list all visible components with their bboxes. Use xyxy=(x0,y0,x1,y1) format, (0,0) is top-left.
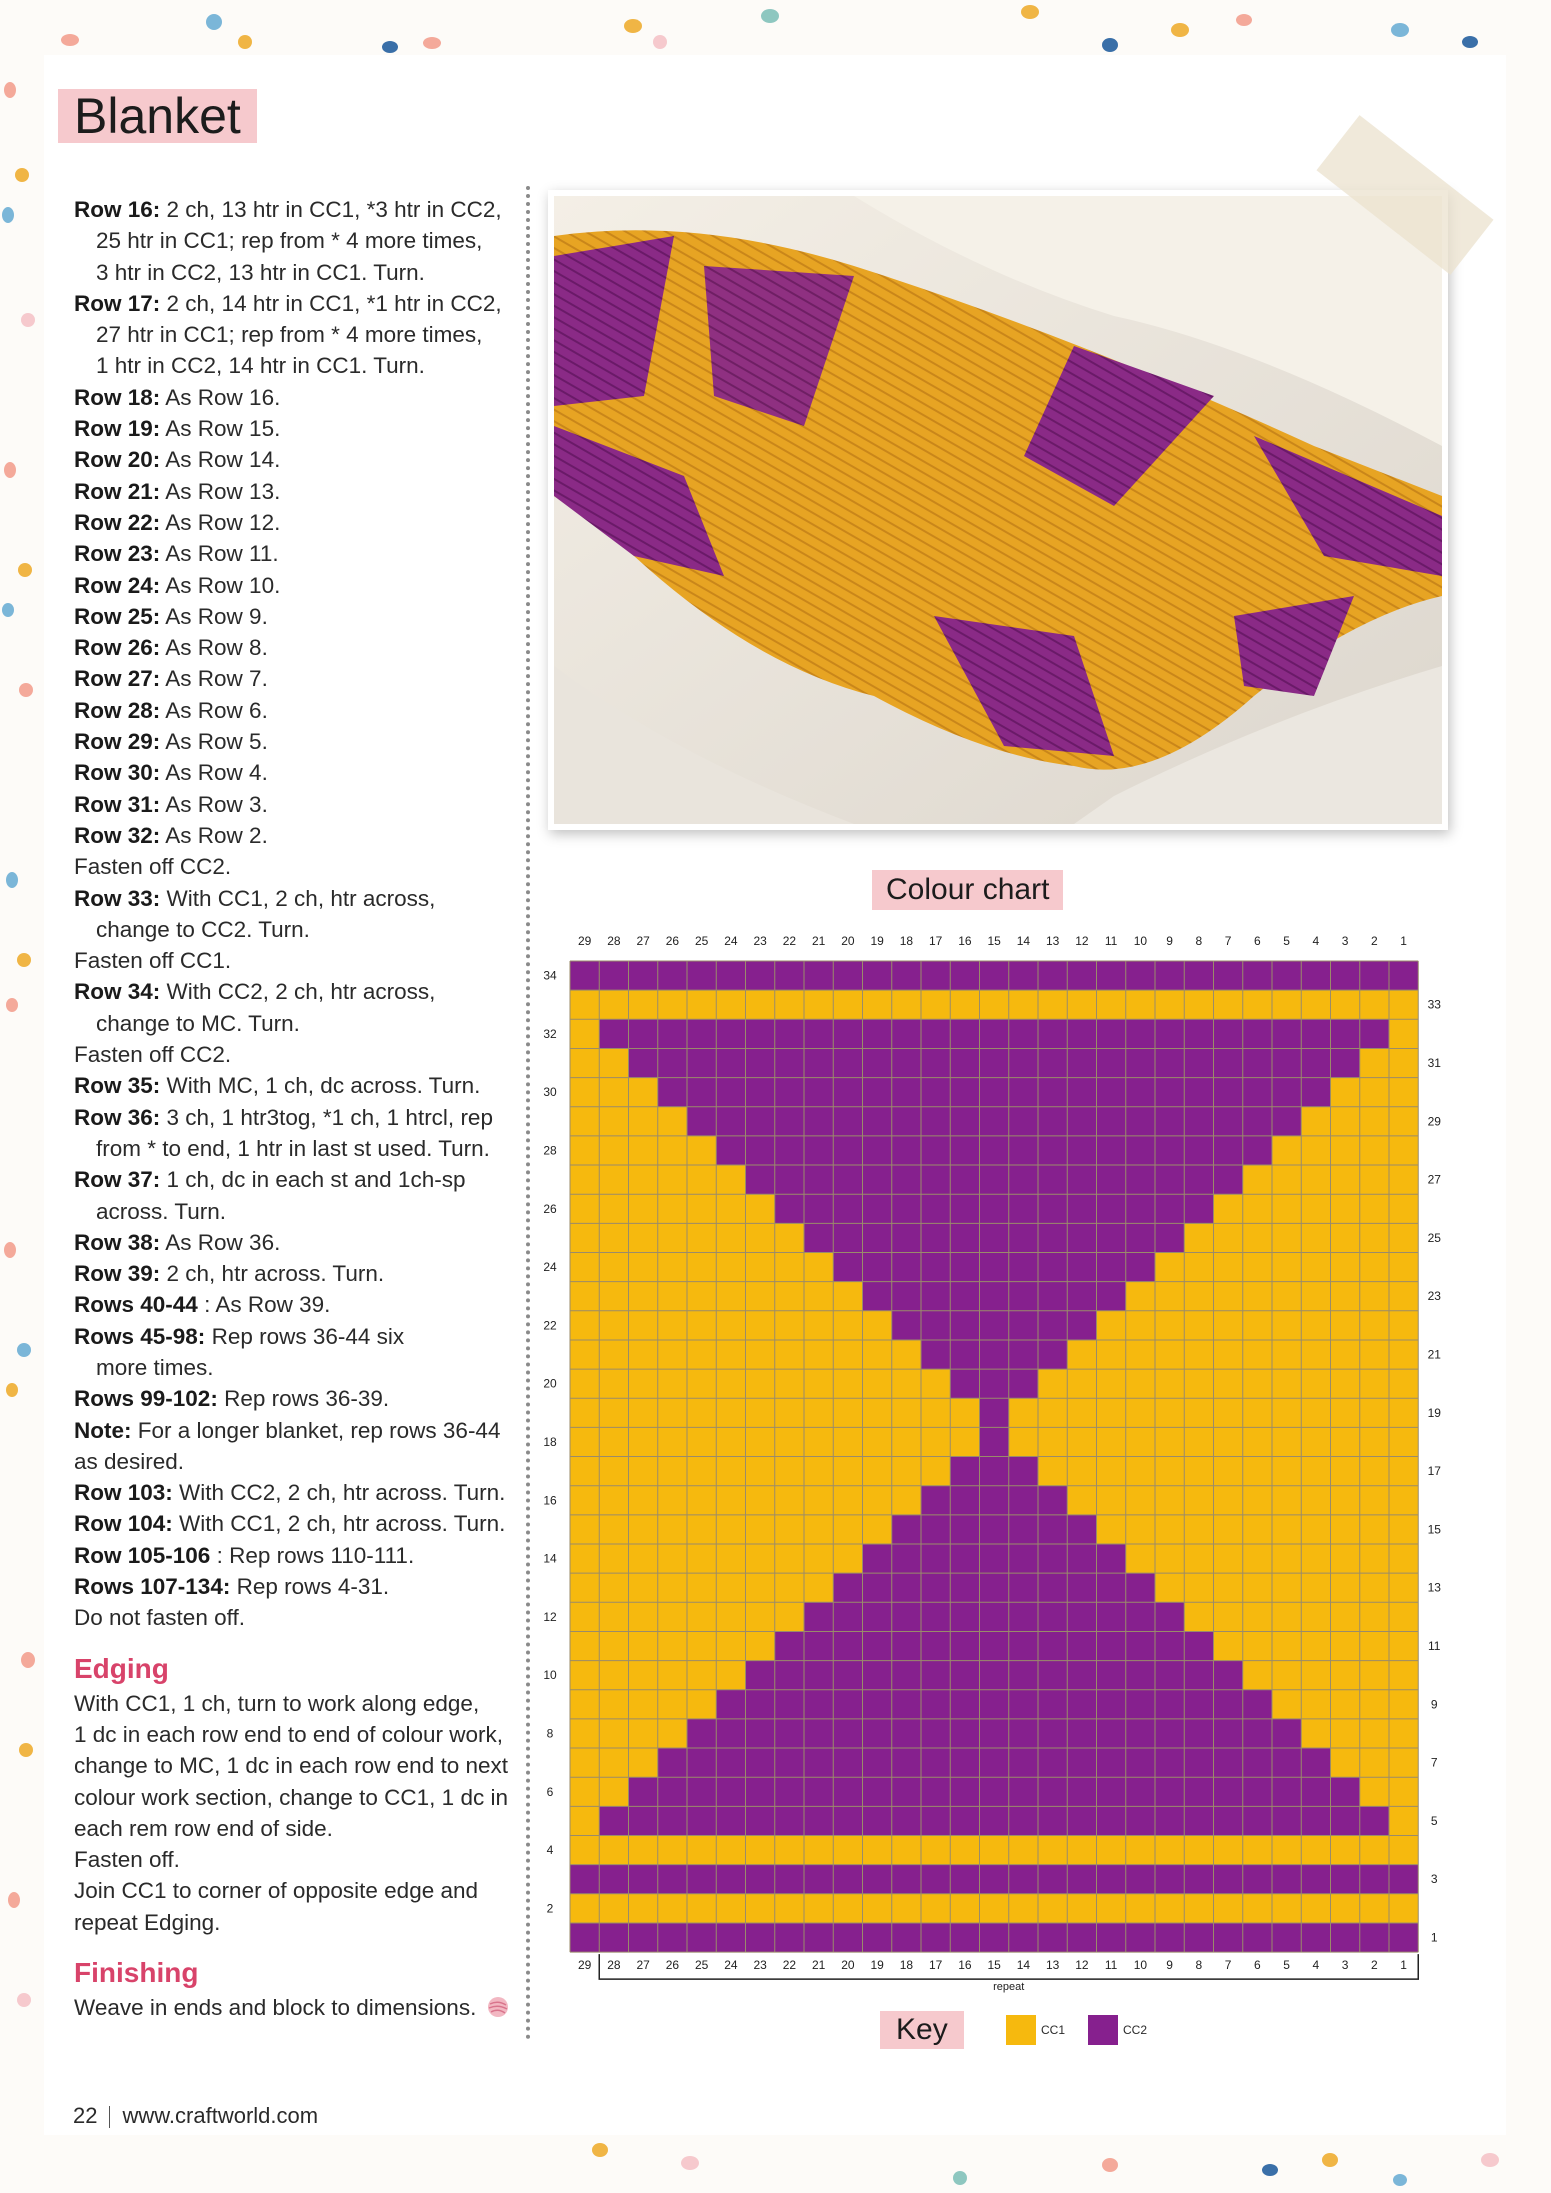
row-text: As Row 10. xyxy=(165,572,281,598)
column-number-bottom: 4 xyxy=(1312,1958,1320,1973)
column-number-top: 22 xyxy=(782,934,797,948)
row-label: Rows 45-98: xyxy=(74,1323,206,1349)
instruction-line xyxy=(74,851,514,882)
row-number-left: 24 xyxy=(543,1260,557,1275)
row-label: Row 20: xyxy=(74,447,161,473)
column-number-top: 20 xyxy=(841,934,855,948)
finishing-text xyxy=(74,1992,514,2023)
column-number-top: 5 xyxy=(1283,934,1290,948)
row-text: 2 ch, htr across. Turn. xyxy=(166,1261,385,1287)
row-text: : As Row 39. xyxy=(204,1292,331,1318)
edging-line: change to MC, 1 dc in each row end to next xyxy=(74,1753,509,1779)
row-label: Row 35: xyxy=(74,1073,161,1099)
row-text: As Row 5. xyxy=(165,729,268,755)
blanket-photo-image xyxy=(554,196,1442,824)
instruction-line xyxy=(74,1164,514,1195)
instruction-line xyxy=(74,1227,514,1258)
column-number-bottom: 6 xyxy=(1254,1958,1261,1973)
row-text: With CC2, 2 ch, htr across, xyxy=(166,979,436,1005)
edging-text xyxy=(74,1688,514,1938)
column-number-top: 1 xyxy=(1400,934,1407,948)
row-label: Row 28: xyxy=(74,697,161,723)
column-number-top: 11 xyxy=(1104,934,1118,948)
row-number-right: 21 xyxy=(1427,1347,1441,1362)
cc1-swatch xyxy=(1006,2015,1036,2045)
page-number: 22 xyxy=(73,2103,98,2128)
column-number-top: 7 xyxy=(1224,934,1232,948)
row-number-left: 18 xyxy=(543,1434,557,1449)
row-text: Fasten off CC2. xyxy=(74,854,232,880)
instruction-line xyxy=(74,225,514,256)
row-number-right: 25 xyxy=(1427,1230,1441,1245)
column-number-bottom: 25 xyxy=(694,1958,709,1973)
column-number-top: 14 xyxy=(1016,934,1031,948)
instruction-line xyxy=(74,945,514,976)
column-divider xyxy=(526,186,530,2041)
row-text: 1 ch, dc in each st and 1ch-sp xyxy=(166,1167,466,1193)
column-number-bottom: 1 xyxy=(1400,1958,1407,1973)
row-text: As Row 15. xyxy=(165,416,281,442)
column-number-top: 9 xyxy=(1166,934,1173,948)
row-label: Rows 40-44 xyxy=(74,1292,198,1318)
page-title: Blanket xyxy=(74,88,241,144)
column-number-bottom: 24 xyxy=(724,1958,738,1973)
row-text: As Row 13. xyxy=(165,478,281,504)
column-number-top: 24 xyxy=(724,934,738,948)
confetti-top xyxy=(61,5,1478,53)
row-label: Row 34: xyxy=(74,979,161,1005)
row-text: 2 ch, 14 htr in CC1, *1 htr in CC2, xyxy=(166,290,502,316)
instruction-line xyxy=(74,663,514,694)
row-text: Rep rows 36-44 six xyxy=(211,1323,405,1349)
instruction-line xyxy=(74,632,514,663)
row-label: Row 17: xyxy=(74,290,161,316)
instruction-line xyxy=(74,1039,514,1070)
instruction-line xyxy=(74,319,514,350)
row-text: As Row 8. xyxy=(165,635,268,661)
instruction-line xyxy=(74,757,514,788)
row-label: Row 16: xyxy=(74,197,161,222)
row-text: As Row 4. xyxy=(165,760,268,786)
instruction-line xyxy=(74,914,514,945)
row-text: As Row 2. xyxy=(165,822,268,848)
row-number-right: 3 xyxy=(1430,1872,1438,1887)
column-number-bottom: 28 xyxy=(607,1958,621,1973)
row-number-right: 23 xyxy=(1427,1289,1441,1304)
row-text: 2 ch, 13 htr in CC1, *3 htr in CC2, xyxy=(166,197,502,222)
row-label: Row 32: xyxy=(74,822,161,848)
row-text: across. Turn. xyxy=(96,1198,227,1224)
row-label: Row 19: xyxy=(74,416,161,442)
row-text: As Row 9. xyxy=(165,603,268,629)
page-title-box xyxy=(58,89,257,143)
column-number-bottom: 18 xyxy=(899,1958,914,1973)
column-number-top: 12 xyxy=(1075,934,1089,948)
row-label: Row 29: xyxy=(74,729,161,755)
column-number-bottom: 16 xyxy=(958,1958,972,1973)
instruction-line xyxy=(74,1508,514,1539)
row-number-right: 7 xyxy=(1430,1755,1438,1770)
row-text: With CC2, 2 ch, htr across. Turn. xyxy=(179,1480,506,1506)
row-number-left: 8 xyxy=(546,1726,554,1741)
row-text: As Row 16. xyxy=(165,384,281,410)
instruction-line xyxy=(74,1102,514,1133)
row-label: Row 27: xyxy=(74,666,161,692)
row-text: 27 htr in CC1; rep from * 4 more times, xyxy=(96,322,483,348)
instruction-line xyxy=(74,1352,514,1383)
instruction-line xyxy=(74,1602,514,1633)
row-text: : Rep rows 110-111. xyxy=(216,1542,415,1568)
column-number-top: 13 xyxy=(1045,934,1060,948)
instruction-line xyxy=(74,1070,514,1101)
instruction-line xyxy=(74,820,514,851)
row-number-left: 34 xyxy=(543,968,557,983)
column-number-bottom: 21 xyxy=(811,1958,826,1973)
page-footer xyxy=(73,2103,318,2129)
instruction-line xyxy=(74,1383,514,1414)
instruction-line xyxy=(74,538,514,569)
row-text: change to CC2. Turn. xyxy=(96,916,310,942)
column-number-top: 8 xyxy=(1195,934,1203,948)
row-label: Row 21: xyxy=(74,478,161,504)
row-number-left: 16 xyxy=(543,1493,557,1508)
column-number-top: 3 xyxy=(1341,934,1349,948)
edging-line: Fasten off. xyxy=(74,1847,180,1873)
instruction-line xyxy=(74,883,514,914)
row-number-left: 12 xyxy=(543,1609,557,1624)
row-label: Row 38: xyxy=(74,1229,161,1255)
edging-line: Join CC1 to corner of opposite edge and xyxy=(74,1878,479,1904)
confetti-bottom xyxy=(592,2143,1499,2186)
row-text: With CC1, 2 ch, htr across. Turn. xyxy=(179,1511,506,1537)
edging-line: With CC1, 1 ch, turn to work along edge, xyxy=(74,1690,480,1716)
row-number-left: 6 xyxy=(546,1784,554,1799)
instruction-line xyxy=(74,976,514,1007)
column-number-bottom: 5 xyxy=(1283,1958,1290,1973)
column-number-bottom: 12 xyxy=(1075,1958,1089,1973)
row-text: As Row 7. xyxy=(165,666,268,692)
row-text: as desired. xyxy=(74,1448,185,1474)
column-number-top: 26 xyxy=(665,934,680,948)
row-number-right: 31 xyxy=(1427,1056,1441,1071)
column-number-bottom: 27 xyxy=(636,1958,650,1973)
repeat-label: repeat xyxy=(993,1981,1025,1994)
row-label: Row 25: xyxy=(74,603,161,629)
key-cc1-label: CC1 xyxy=(1041,2023,1066,2037)
row-number-left: 30 xyxy=(543,1085,557,1100)
instruction-line xyxy=(74,1540,514,1571)
instruction-line xyxy=(74,789,514,820)
row-number-right: 33 xyxy=(1427,997,1441,1012)
row-label: Row 36: xyxy=(74,1104,161,1130)
column-number-top: 27 xyxy=(636,934,650,948)
column-number-top: 23 xyxy=(753,934,767,948)
row-number-right: 1 xyxy=(1430,1930,1438,1945)
finishing-heading: Finishing xyxy=(74,1957,199,1989)
row-text: As Row 3. xyxy=(165,791,268,817)
column-number-top: 15 xyxy=(987,934,1001,948)
row-label: Rows 107-134: xyxy=(74,1574,231,1600)
column-number-bottom: 10 xyxy=(1133,1958,1148,1973)
row-number-left: 20 xyxy=(543,1376,557,1391)
column-number-bottom: 9 xyxy=(1166,1958,1173,1973)
instruction-line xyxy=(74,1477,514,1508)
row-label: Row 37: xyxy=(74,1167,161,1193)
row-label: Row 22: xyxy=(74,509,161,535)
row-text: 3 ch, 1 htr3tog, *1 ch, 1 htrcl, rep xyxy=(166,1104,493,1130)
instruction-line xyxy=(74,1196,514,1227)
column-number-top: 18 xyxy=(899,934,914,948)
row-text: As Row 12. xyxy=(165,509,281,535)
row-text: With CC1, 2 ch, htr across, xyxy=(166,885,436,911)
finishing-text-content: Weave in ends and block to dimensions. xyxy=(74,1995,477,2021)
row-label: Row 33: xyxy=(74,885,161,911)
row-number-right: 15 xyxy=(1427,1522,1441,1537)
instruction-line xyxy=(74,601,514,632)
instruction-line xyxy=(74,257,514,288)
column-number-top: 19 xyxy=(870,934,884,948)
instruction-line xyxy=(74,194,514,225)
yarn-ball-icon xyxy=(487,1996,509,2018)
row-label: Row 23: xyxy=(74,541,161,567)
row-text: 3 htr in CC2, 13 htr in CC1. Turn. xyxy=(96,259,425,285)
cc2-swatch xyxy=(1088,2015,1118,2045)
column-number-top: 16 xyxy=(958,934,972,948)
column-number-bottom: 22 xyxy=(782,1958,797,1973)
blanket-photo xyxy=(548,190,1448,830)
row-text: Rep rows 36-39. xyxy=(224,1386,390,1412)
edging-heading: Edging xyxy=(74,1652,169,1684)
column-number-bottom: 3 xyxy=(1341,1958,1349,1973)
row-label: Row 18: xyxy=(74,384,161,410)
row-text: Fasten off CC1. xyxy=(74,948,232,974)
row-text: change to MC. Turn. xyxy=(96,1010,300,1036)
row-text: Do not fasten off. xyxy=(74,1605,245,1631)
chart-title: Colour chart xyxy=(872,870,1063,910)
row-label: Row 26: xyxy=(74,635,161,661)
instruction-line xyxy=(74,1008,514,1039)
column-number-top: 4 xyxy=(1312,934,1320,948)
column-number-top: 6 xyxy=(1254,934,1261,948)
column-number-bottom: 26 xyxy=(665,1958,680,1973)
column-number-bottom: 11 xyxy=(1104,1958,1118,1973)
column-number-top: 25 xyxy=(694,934,709,948)
row-label: Row 103: xyxy=(74,1480,173,1506)
row-number-right: 5 xyxy=(1430,1813,1438,1828)
edging-line: 1 dc in each row end to end of colour work, xyxy=(74,1721,503,1747)
row-text: As Row 11. xyxy=(165,541,279,567)
row-label: Row 39: xyxy=(74,1261,161,1287)
column-number-bottom: 14 xyxy=(1016,1958,1031,1973)
instruction-line xyxy=(74,1133,514,1164)
row-label: Row 24: xyxy=(74,572,161,598)
key-label: Key xyxy=(880,2011,964,2049)
column-number-bottom: 13 xyxy=(1045,1958,1060,1973)
column-number-bottom: 23 xyxy=(753,1958,767,1973)
row-label: Row 30: xyxy=(74,760,161,786)
instruction-line xyxy=(74,1321,514,1352)
row-text: For a longer blanket, rep rows 36-44 xyxy=(137,1417,501,1443)
instruction-line xyxy=(74,570,514,601)
column-number-bottom: 29 xyxy=(577,1958,592,1973)
row-number-left: 26 xyxy=(543,1201,557,1216)
row-number-right: 9 xyxy=(1430,1697,1438,1712)
row-text: 1 htr in CC2, 14 htr in CC1. Turn. xyxy=(96,353,425,379)
column-number-top: 10 xyxy=(1133,934,1148,948)
row-instructions xyxy=(74,194,514,1634)
instruction-line xyxy=(74,1415,514,1446)
row-label: Rows 99-102: xyxy=(74,1386,218,1412)
row-text: Fasten off CC2. xyxy=(74,1042,232,1068)
row-number-left: 14 xyxy=(543,1551,557,1566)
key-cc2-label: CC2 xyxy=(1123,2023,1148,2037)
column-number-top: 2 xyxy=(1371,934,1378,948)
confetti-left xyxy=(2,82,35,2007)
row-text: more times. xyxy=(96,1354,214,1380)
row-label: Row 31: xyxy=(74,791,161,817)
instruction-line xyxy=(74,1258,514,1289)
row-number-left: 4 xyxy=(546,1843,554,1858)
row-text: As Row 36. xyxy=(165,1229,281,1255)
column-number-top: 21 xyxy=(811,934,826,948)
row-number-right: 17 xyxy=(1427,1464,1441,1479)
column-number-bottom: 2 xyxy=(1371,1958,1378,1973)
instruction-line xyxy=(74,1446,514,1477)
row-text: from * to end, 1 htr in last st used. Turn. xyxy=(96,1135,490,1161)
row-number-left: 10 xyxy=(543,1668,557,1683)
website-url: www.craftworld.com xyxy=(122,2103,319,2128)
edging-line: repeat Edging. xyxy=(74,1909,221,1935)
row-number-left: 28 xyxy=(543,1143,557,1158)
column-number-top: 28 xyxy=(607,934,621,948)
row-text: As Row 14. xyxy=(165,447,281,473)
instruction-line xyxy=(74,726,514,757)
footer-separator xyxy=(109,2106,110,2128)
column-number-bottom: 19 xyxy=(870,1958,884,1973)
instruction-line xyxy=(74,476,514,507)
key-item-cc1 xyxy=(1006,2015,1065,2045)
row-label: Row 104: xyxy=(74,1511,173,1537)
instruction-line xyxy=(74,382,514,413)
instruction-line xyxy=(74,695,514,726)
column-number-bottom: 20 xyxy=(841,1958,855,1973)
row-text: As Row 6. xyxy=(165,697,268,723)
row-number-right: 11 xyxy=(1428,1639,1441,1654)
column-number-bottom: 7 xyxy=(1224,1958,1232,1973)
row-number-left: 2 xyxy=(546,1901,554,1916)
instruction-line xyxy=(74,1289,514,1320)
column-number-top: 17 xyxy=(928,934,943,948)
row-text: With MC, 1 ch, dc across. Turn. xyxy=(166,1073,481,1099)
row-number-right: 13 xyxy=(1427,1580,1441,1595)
column-number-top: 29 xyxy=(577,934,592,948)
row-number-right: 19 xyxy=(1427,1405,1441,1420)
row-number-right: 29 xyxy=(1427,1114,1441,1129)
instruction-line xyxy=(74,288,514,319)
instruction-line xyxy=(74,1571,514,1602)
instructions-column xyxy=(74,194,514,2023)
edging-line: colour work section, change to CC1, 1 dc in xyxy=(74,1784,508,1810)
key-item-cc2 xyxy=(1088,2015,1147,2045)
instruction-line xyxy=(74,507,514,538)
row-text: 25 htr in CC1; rep from * 4 more times, xyxy=(96,228,483,254)
column-number-bottom: 17 xyxy=(928,1958,943,1973)
instruction-line xyxy=(74,413,514,444)
row-label: Note: xyxy=(74,1417,132,1443)
instruction-line xyxy=(74,444,514,475)
row-number-right: 27 xyxy=(1427,1172,1441,1187)
row-number-left: 22 xyxy=(543,1318,557,1333)
edging-line: each rem row end of side. xyxy=(74,1815,333,1841)
row-label: Row 105-106 xyxy=(74,1542,211,1568)
row-text: Rep rows 4-31. xyxy=(236,1574,390,1600)
column-number-bottom: 8 xyxy=(1195,1958,1203,1973)
instruction-line xyxy=(74,350,514,381)
column-number-bottom: 15 xyxy=(987,1958,1001,1973)
row-number-left: 32 xyxy=(543,1026,557,1041)
